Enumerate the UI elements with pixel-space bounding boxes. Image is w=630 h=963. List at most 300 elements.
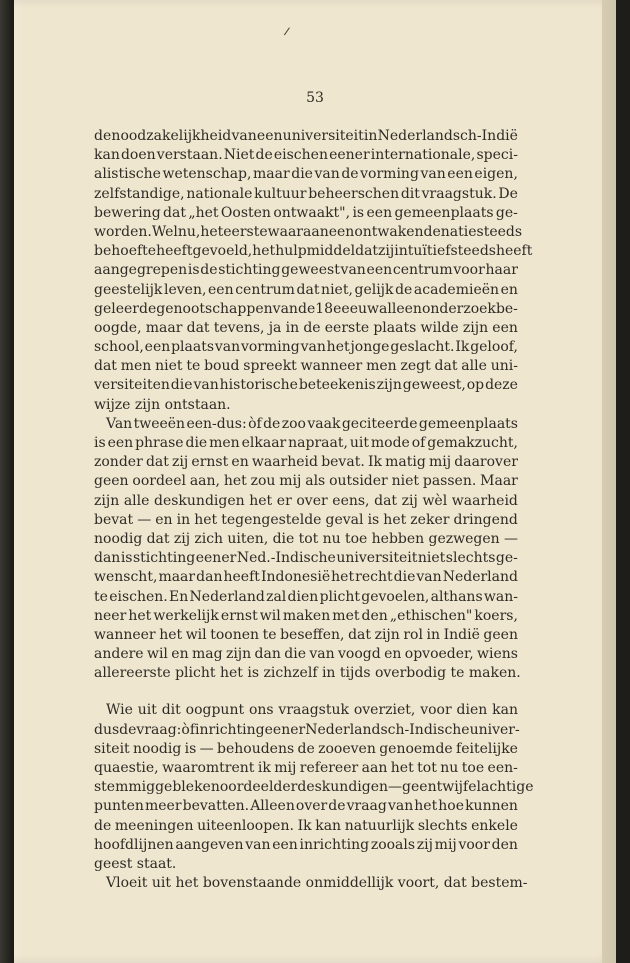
paragraph-gap <box>94 683 518 701</box>
word: en <box>384 646 402 663</box>
word: bewering <box>94 204 161 221</box>
word: zij <box>416 836 433 853</box>
word: zijn <box>225 646 252 663</box>
word: dat <box>145 454 169 471</box>
word: het <box>194 511 218 528</box>
word: bevat. <box>321 454 365 471</box>
word: zeker <box>410 511 450 528</box>
word: steeds <box>476 223 523 240</box>
word: wil <box>185 626 207 643</box>
word: wilde <box>420 319 459 336</box>
word: de <box>297 300 316 317</box>
word: mag <box>191 646 223 663</box>
text-line <box>94 281 518 300</box>
word: speci- <box>476 147 518 164</box>
word: geleerde <box>94 300 157 317</box>
word: — <box>137 511 152 528</box>
word: „ethischen" <box>389 607 473 624</box>
word: van <box>214 339 241 356</box>
word: geciteerde <box>341 415 418 432</box>
word: is <box>120 550 133 567</box>
word: eischen <box>273 147 328 164</box>
word: neer <box>94 607 127 624</box>
word: recht <box>355 569 393 586</box>
word: genoemde <box>379 740 453 757</box>
word: deskundigen <box>154 492 245 509</box>
word: het <box>326 339 350 356</box>
word: men <box>209 435 240 451</box>
word: internationale, <box>370 147 476 164</box>
word: is <box>184 740 197 757</box>
word: van <box>340 262 366 279</box>
word: geloof, <box>470 339 518 356</box>
word: maar <box>253 166 290 183</box>
word: matig <box>385 454 426 471</box>
word: nu <box>322 530 341 547</box>
word: ernst <box>191 454 229 471</box>
word: maar <box>158 569 196 586</box>
word: alle <box>123 492 150 509</box>
word: der <box>273 779 298 796</box>
word: toe <box>344 530 368 547</box>
text-line <box>94 453 518 472</box>
word: phrase <box>135 435 184 451</box>
word: geestelijk <box>94 281 163 298</box>
word: Ik <box>297 817 312 834</box>
word: ontstaan. <box>164 396 231 413</box>
word: boud <box>204 358 240 375</box>
word: dat <box>296 281 320 298</box>
word: Van <box>106 415 133 432</box>
word: slechts <box>417 817 468 834</box>
word: met <box>332 607 360 624</box>
word: plicht <box>175 665 220 682</box>
word: van <box>416 569 442 586</box>
word: beteekenis <box>298 377 376 394</box>
word: refereer <box>299 760 359 776</box>
word: uit <box>151 875 176 892</box>
word: oordeel <box>132 473 186 490</box>
word: dat <box>374 492 398 509</box>
word: plaats <box>373 319 417 336</box>
word: heeft <box>223 569 260 586</box>
word: bevat <box>94 511 134 528</box>
word: — <box>388 779 403 796</box>
word: werkelijk <box>153 607 219 624</box>
word: te <box>186 358 201 375</box>
body-text <box>94 127 534 893</box>
word: maar <box>145 319 183 336</box>
word: van <box>193 377 219 394</box>
word: de <box>94 128 112 144</box>
word: alleen <box>379 300 422 317</box>
word: Nederlandsch-Indië <box>377 128 518 144</box>
word: plicht <box>319 588 360 605</box>
word: mij <box>279 473 302 490</box>
word: verstaan. <box>156 147 223 164</box>
word: zegt <box>400 358 431 375</box>
word: deze <box>485 377 518 394</box>
text-line <box>94 588 518 607</box>
word: het <box>252 243 276 260</box>
word: slechts <box>445 550 496 567</box>
word: alle <box>461 358 487 375</box>
text-line <box>94 376 518 395</box>
word: Indië <box>443 626 480 643</box>
word: dan <box>94 550 121 567</box>
word: een <box>107 435 134 451</box>
text-line <box>94 472 518 491</box>
word: bovenstaande <box>202 875 306 892</box>
word: ernst <box>220 607 258 624</box>
word: tevens, <box>213 319 265 336</box>
word: waaromtrent <box>162 760 255 776</box>
word: een <box>328 223 355 240</box>
word: er <box>276 492 292 509</box>
word: zij <box>173 530 191 547</box>
word: zoo <box>281 415 306 432</box>
text-line <box>94 740 518 759</box>
word: bestem- <box>471 875 528 892</box>
word: van <box>231 128 257 144</box>
word: is <box>94 435 106 451</box>
text-line <box>94 261 518 280</box>
word: noodzakelijkheid <box>111 128 232 144</box>
word: Welnu, <box>151 223 201 240</box>
word: wijze <box>94 396 135 413</box>
word: gevoelen, <box>361 588 430 605</box>
word: academieën <box>413 281 500 298</box>
word: het <box>159 626 183 643</box>
word: geest <box>94 855 137 872</box>
word: voogd <box>338 646 381 663</box>
word: van <box>314 166 340 183</box>
word: zelfstandige, <box>94 185 185 202</box>
word: hulpmiddel <box>275 243 356 260</box>
word: die <box>272 530 295 547</box>
word: univer- <box>469 721 520 738</box>
word: ge- <box>495 550 518 567</box>
word: is <box>187 262 200 279</box>
word: de <box>119 721 137 738</box>
text-line <box>94 817 518 836</box>
word: òf <box>248 415 262 432</box>
word: uiteenloopen. <box>197 817 294 834</box>
word: opvoeder, <box>404 646 474 663</box>
word: wèl <box>422 492 448 509</box>
word: dringend <box>453 511 518 528</box>
word: versiteiten <box>94 377 170 394</box>
word: nationale <box>186 185 253 202</box>
word: punten <box>94 798 144 815</box>
word: Vloeit <box>106 875 152 892</box>
word: universiteit <box>282 128 364 144</box>
word: den <box>491 836 518 853</box>
word: meer <box>145 798 182 815</box>
word: gelijk <box>354 281 394 298</box>
text-line <box>94 855 518 874</box>
word: voort, <box>397 875 444 892</box>
word: zijn <box>94 492 120 509</box>
page-edge <box>602 0 616 963</box>
word: niet <box>417 550 446 567</box>
word: het <box>383 511 407 528</box>
word: uit <box>349 435 369 451</box>
word: 18e <box>315 300 342 317</box>
word: — <box>199 740 214 757</box>
word: dat <box>434 358 458 375</box>
word: steeds <box>450 243 496 260</box>
word: eens, <box>332 492 370 509</box>
word: dat <box>163 204 186 221</box>
word: die <box>185 435 208 451</box>
word: enkele <box>471 817 518 834</box>
word: van <box>245 836 271 853</box>
word: niet <box>391 473 420 490</box>
word: vorming <box>240 339 300 356</box>
word: dien <box>456 702 488 719</box>
text-line <box>94 146 518 165</box>
word: men <box>120 358 152 375</box>
word: is <box>352 204 365 221</box>
word: Maar <box>480 473 518 490</box>
word: vraagstuk <box>278 702 349 719</box>
word: allereerste <box>94 665 176 682</box>
word: of <box>411 435 426 451</box>
word: die <box>291 166 313 183</box>
word: ja <box>268 319 282 336</box>
word: oordeel <box>219 779 274 796</box>
word: inrichting <box>195 721 265 738</box>
word: intuïtief <box>394 243 451 260</box>
text-line <box>94 165 518 184</box>
word: Nederland <box>189 588 265 605</box>
word: stichting <box>133 550 196 567</box>
word: Ned.-Indische <box>236 550 336 567</box>
word: wil <box>146 646 168 663</box>
word: rol <box>403 626 423 643</box>
word: eerste <box>223 223 268 240</box>
word: aangeven <box>175 836 244 853</box>
word: is <box>247 665 264 682</box>
word: Nederlandsch-Indische <box>305 721 470 738</box>
word: mij <box>274 760 297 776</box>
page-number: 53 <box>306 90 324 106</box>
word: heeft <box>495 243 533 260</box>
text-line <box>94 396 518 415</box>
text-line <box>94 204 518 223</box>
word: tijds <box>339 665 375 682</box>
word: siteit <box>94 740 130 757</box>
text-line <box>94 530 518 549</box>
word: is <box>367 511 380 528</box>
word: te <box>262 626 277 643</box>
word: kan <box>315 817 342 834</box>
word: kultuur <box>254 185 307 202</box>
word: het <box>390 760 414 776</box>
text-line <box>94 319 518 338</box>
word: geslacht. <box>390 339 455 356</box>
word: gemakzucht, <box>427 435 518 451</box>
word: toe <box>461 760 485 776</box>
word: de <box>94 817 112 834</box>
word: zonder <box>94 454 143 471</box>
text-line <box>94 836 518 855</box>
word: een <box>208 281 234 298</box>
word: staat. <box>136 855 177 872</box>
word: uni- <box>490 358 518 375</box>
word: geweest, <box>402 377 466 394</box>
text-line <box>94 778 534 797</box>
word: het <box>223 473 247 490</box>
text-line <box>94 626 518 645</box>
text-line <box>94 721 518 740</box>
word: zij <box>401 492 418 509</box>
word: en <box>231 454 249 471</box>
word: wanneer <box>94 626 156 643</box>
word: elkaar <box>241 435 287 451</box>
binding-shadow <box>0 0 12 963</box>
word: aan <box>361 760 388 776</box>
word: waaraan <box>267 223 329 240</box>
word: oogde, <box>94 319 142 336</box>
word: te <box>94 588 108 605</box>
word: uit <box>137 702 157 719</box>
word: zijn <box>376 377 402 394</box>
word: ik <box>257 760 271 776</box>
word: en <box>155 511 173 528</box>
word: ontwaakt", <box>273 204 351 221</box>
word: zijn <box>374 626 400 643</box>
word: de <box>328 798 346 815</box>
word: van <box>300 339 326 356</box>
word: wanneer <box>300 358 363 375</box>
word: geweest <box>281 262 340 279</box>
word: gezwegen <box>428 530 500 547</box>
word: twijfelachtige <box>436 779 534 796</box>
text-line <box>94 645 518 664</box>
word: kan <box>94 147 120 164</box>
word: „het <box>188 204 219 221</box>
word: dan <box>196 569 223 586</box>
word: ons <box>248 702 274 719</box>
word: zou <box>250 473 276 490</box>
word: voor <box>453 262 485 279</box>
word: over <box>295 798 328 815</box>
word: dat <box>348 626 371 643</box>
word: uiten, <box>227 530 269 547</box>
word: alistische <box>94 166 161 183</box>
word: Indonesië <box>260 569 331 586</box>
word: plaats <box>171 339 215 356</box>
text-line <box>94 549 518 568</box>
word: wil <box>259 607 281 624</box>
word: be- <box>495 300 518 317</box>
text-line <box>94 127 518 146</box>
word: een <box>272 836 298 853</box>
word: het <box>219 665 248 682</box>
word: als <box>305 473 326 490</box>
word: Ik <box>455 339 470 356</box>
word: geen <box>94 473 129 490</box>
word: maken. <box>468 665 521 682</box>
word: heeft <box>156 243 193 260</box>
text-line <box>94 242 533 261</box>
word: zij <box>378 243 395 260</box>
word: gemeenplaats <box>418 415 518 432</box>
word: outsider <box>329 473 388 490</box>
word: een <box>256 128 283 144</box>
word: de <box>303 319 321 336</box>
word: geval <box>325 511 364 528</box>
word: stichting <box>218 262 281 279</box>
word: dat <box>94 358 117 375</box>
word: dan <box>254 646 281 663</box>
word: Oosten <box>220 204 271 221</box>
word: vraag <box>346 798 387 815</box>
word: op <box>466 377 485 394</box>
word: geen <box>483 626 518 643</box>
word: andere <box>94 646 144 663</box>
word: eeuw <box>341 300 379 317</box>
word: hebben <box>371 530 425 547</box>
word: vorming <box>360 166 419 183</box>
word: een <box>492 319 518 336</box>
text-line <box>94 511 518 530</box>
word: gemeenplaats <box>394 204 494 221</box>
text-line <box>94 701 518 720</box>
word: noodig <box>133 740 182 757</box>
word: jonge <box>350 339 390 356</box>
text-line <box>94 357 518 376</box>
word: zooals <box>370 836 416 853</box>
word: koers, <box>474 607 518 624</box>
word: overbodig <box>374 665 451 682</box>
word: over <box>296 492 328 509</box>
word: voor <box>458 836 490 853</box>
word: gevoeld, <box>192 243 253 260</box>
word: van <box>309 646 335 663</box>
word: Ik <box>367 454 382 471</box>
word: dat <box>186 319 210 336</box>
word: eener <box>195 550 237 567</box>
word: school, <box>94 339 144 356</box>
word: dien <box>287 588 319 605</box>
word: napraat, <box>288 435 348 451</box>
word: — <box>503 530 518 547</box>
word: tot <box>298 530 319 547</box>
word: het <box>128 607 152 624</box>
word: toonen <box>210 626 260 643</box>
word: doen <box>120 147 156 164</box>
word: eener <box>329 147 370 164</box>
text-line <box>94 607 518 626</box>
word: mij <box>429 454 452 471</box>
word: die <box>170 377 193 394</box>
text-line <box>94 664 521 683</box>
word: eener <box>264 721 306 738</box>
word: van <box>387 798 414 815</box>
word: ontwakende <box>354 223 441 240</box>
word: onderzoek <box>421 300 496 317</box>
word: stemmig <box>94 779 156 796</box>
word: bevatten. <box>182 798 250 815</box>
word: een <box>366 204 393 221</box>
word: zijn <box>134 396 165 413</box>
word: niet, <box>321 281 353 298</box>
word: eigen, <box>474 166 518 183</box>
word: òf <box>181 721 196 738</box>
